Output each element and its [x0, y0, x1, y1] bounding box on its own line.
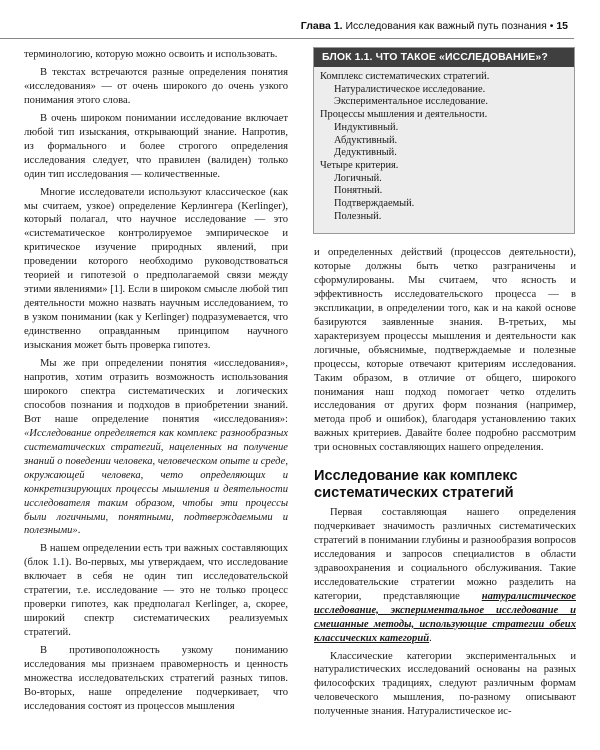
- box-subitem: Понятный.: [334, 185, 383, 197]
- box-subitem: Натуралистическое исследование.: [334, 83, 486, 95]
- box-item: Процессы мышления и деятельности.: [320, 109, 488, 121]
- box-subitem: Абдуктивный.: [334, 134, 398, 146]
- paragraph-categories: [314, 506, 576, 646]
- box-item: Комплекс систематических стратегий.: [320, 71, 490, 82]
- paragraph-definition: [24, 357, 288, 538]
- box-subitem: Индуктивный.: [334, 121, 399, 133]
- paragraph: Многие исследователи используют классическое (как мы считаем, узкое) определение Керлингера (Kerlinger), который полагал, что научное исследование — это «систематическое контролируемое эмпирическое и критическое изучение природных явлений, при проведении которого необходимо руководствоваться теорией и гипотезой о предполагаемой связи между этими явлениями» [1]. Если в широком смысле любой тип деятельности можно назвать научным исследованием, то в узком понимании (как у Kerlinger) подразумевается, что единственно оправданным принципом научного изыскания может быть проверка гипотез.: [24, 186, 288, 352]
- right-column-section: [314, 506, 576, 719]
- categories-emphasis: натуралистическое исследование, экспериментальное исследование и смешанные методы, использующие стратегии обеих классических категорий: [314, 590, 576, 644]
- box-subitem: Дедуктивный.: [334, 147, 397, 159]
- chapter-title: Исследования как важный путь познания: [345, 20, 547, 32]
- paragraph: В очень широком понимании исследование включает любой тип изыскания, открывающий знание. Напротив, из формального и более строгого определения исследования следует, что правилен (валиден) только один тип исследования — количественные.: [24, 112, 288, 180]
- box-subitem: Логичный.: [334, 172, 382, 184]
- box-item: Четыре критерия.: [320, 159, 399, 171]
- box-title: БЛОК 1.1. ЧТО ТАКОЕ «ИССЛЕДОВАНИЕ»?: [314, 48, 574, 67]
- chapter-label: Глава 1.: [300, 20, 343, 32]
- paragraph: В противоположность узкому пониманию исследования мы признаем правомерность и ценность множества исследовательских стратегий разных типов. Во-вторых, наше определение подчеркивает, что исследования состоят из процессов мышления: [24, 645, 288, 712]
- paragraph: Классические категории экспериментальных и натуралистических исследований основаны на разных философских традициях, следуют различным формам человеческого мышления, по-разному описывают полученные знания. Натуралистическое ис-: [314, 650, 576, 718]
- paragraph: терминологию, которую можно освоить и использовать.: [24, 49, 278, 60]
- definition-quote: «Исследование определяется как комплекс разнообразных систематических стратегий, нацеленных на получение знаний о поведении человека, человеческом опыте и среде, окружающей человека, чето определяющих и конкретизирующих процессы мышления и деятельности исследователя таким образом, чтобы эти процессы были логичными, понятными, подтверждаемыми и полезными»: [24, 427, 288, 537]
- box-subitem: Экспериментальное исследование.: [334, 96, 488, 108]
- paragraph: В текстах встречаются разные определения понятия «исследования» — от очень широкого до очень узкого понимания этого слова.: [24, 66, 288, 106]
- page-number: 15: [556, 20, 568, 32]
- categories-end: .: [429, 632, 432, 644]
- left-column: [24, 48, 288, 714]
- box-subitem: Подтверждаемый.: [334, 198, 415, 210]
- categories-intro: Первая составляющая нашего определения подчеркивает значимость различных систематических стратегий в понимании глубины и разнообразия вопросов исследования и запросов специалистов в области здравоохранения и социального обслуживания. Такие исследовательские стратегии можно разделить на категории, представляющие: [314, 507, 576, 602]
- running-header: [0, 18, 568, 34]
- paragraph: и определенных действий (процессов деятельности), которые должны быть четко разграничены и сформулированы. Мы считаем, что ясность и эффективность исследовательского процесса — в экспликации, в определении того, как и на какой основе базируются заявленные знания. В-третьих, мы характеризуем процессы мышления и деятельности как логичные, объяснимые, подтверждаемые и полезные процессы, которые отвечают критериям исследования. Таким образом, в отличие от общего, широкого понимания наш подход помогает четко отделить исследования от других форм познания (например, метода проб и ошибок), благодаря установлению таких важных критериев. Давайте более подробно рассмотрим три основных составляющих нашего определения.: [314, 247, 576, 454]
- header-bullet: •: [549, 20, 554, 32]
- sidebar-box: [313, 47, 575, 234]
- section-heading: Исследование как комплекс систематических стратегий: [314, 468, 518, 501]
- box-list: [314, 67, 574, 223]
- definition-end: .: [77, 525, 81, 537]
- box-subitem: Полезный.: [334, 210, 382, 222]
- header-divider: [0, 38, 574, 39]
- definition-intro: Мы же при определении понятия «исследования», напротив, хотим отразить возможность использования широкого спектра систематических и логических способов познания и подходов в приобретении знаний. Вот наше определение понятия «исследования»:: [24, 358, 288, 425]
- paragraph: В нашем определении есть три важных составляющих (блок 1.1). Во-первых, мы утверждаем, что исследование включает в себя не один тип исследовательской стратегии, т.е. исследование — это не только процесс проверки гипотез, как предполагал Kerlinger, а, скорее, широкий спектр систематических реализуемых стратегий.: [24, 543, 288, 639]
- right-column: [314, 246, 576, 455]
